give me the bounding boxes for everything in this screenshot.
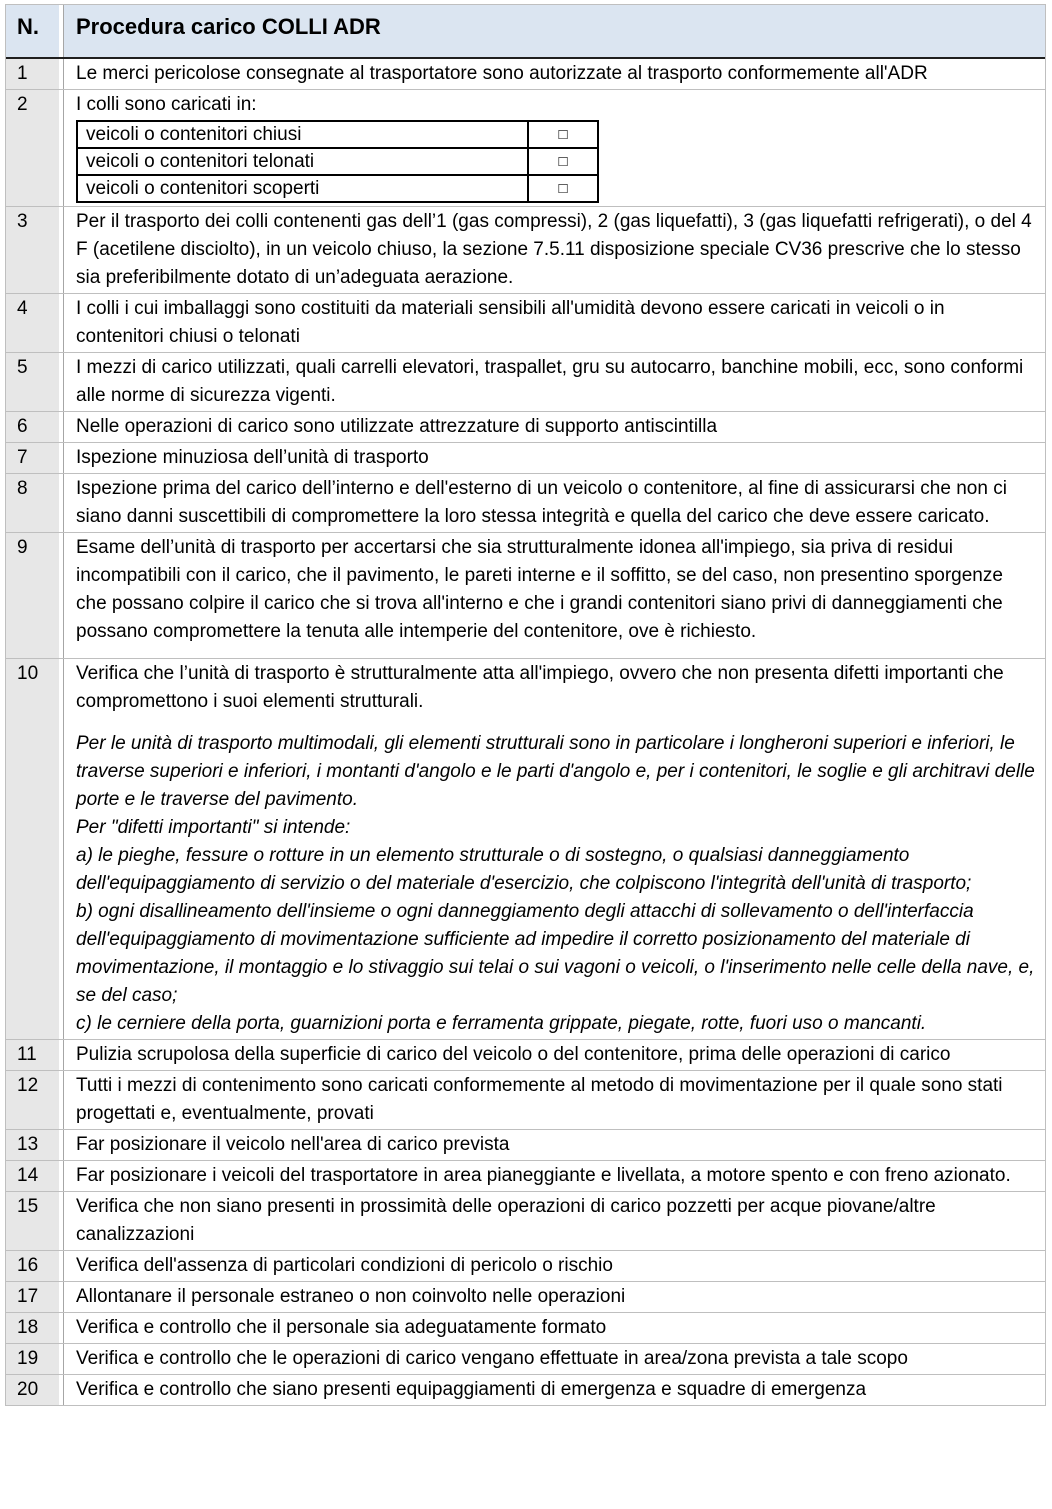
row-number: 15 (6, 1192, 63, 1250)
row-content-cell (63, 443, 1045, 473)
row-text: Pulizia scrupolosa della superficie di carico del veicolo o del contenitore, prima delle operazioni di carico (76, 1044, 951, 1065)
row-content-cell (63, 207, 1045, 293)
row-text: Esame dell’unità di trasporto per accertarsi che sia strutturalmente idonea all'impiego, sia priva di residui incompatibili con il carico, che il pavimento, le pareti interne e il soffitto, se del caso, non presentino sporgenze che possano colpire il carico che si trova all'interno e che i grandi contenitori siano privi di danneggiamenti che possano compromettere la tenuta alle intemperie del contenitore, ove è richiesto. (76, 537, 1003, 642)
row-content-cell (63, 659, 1045, 1039)
checkbox-icon[interactable]: □ (527, 149, 597, 174)
note-paragraph: b) ogni disallineamento dell'insieme o ogni danneggiamento degli attacchi di sollevamento o dell'interfaccia dell'equipaggiamento di movimentazione sufficiente ad impedire il corretto posizionamento del materiale di movimentazione, il montaggio e lo stivaggio sui telai o sui vagoni o veicoli, o l'inserimento nelle celle della nave, e, se del caso; (76, 901, 1035, 1006)
row-text: Allontanare il personale estraneo o non coinvolto nelle operazioni (76, 1286, 626, 1307)
row-content-cell (63, 1161, 1045, 1191)
note-paragraph: Per "difetti importanti" si intende: (76, 817, 351, 838)
row-text: Le merci pericolose consegnate al trasportatore sono autorizzate al trasporto conformemente all'ADR (76, 63, 928, 84)
row-text: Verifica dell'assenza di particolari condizioni di pericolo o rischio (76, 1255, 613, 1276)
row-note-italic (76, 730, 1036, 1038)
row-content-cell (63, 1130, 1045, 1160)
table-row (6, 294, 1045, 353)
row-number: 7 (6, 443, 63, 473)
row-number: 10 (6, 659, 63, 1039)
option-label: veicoli o contenitori chiusi (86, 123, 302, 145)
row-text: Far posizionare il veicolo nell'area di carico prevista (76, 1134, 510, 1155)
row-text: I colli sono caricati in: (76, 94, 257, 115)
column-header-title: Procedura carico COLLI ADR (63, 5, 1045, 57)
checkbox-icon[interactable]: □ (527, 122, 597, 147)
option-row (78, 176, 597, 201)
row-text: Verifica che non siano presenti in prossimità delle operazioni di carico pozzetti per acque piovane/altre canalizzazioni (76, 1196, 936, 1245)
row-number: 9 (6, 533, 63, 658)
row-content-cell (63, 412, 1045, 442)
row-text: Per il trasporto dei colli contenenti gas dell’1 (gas compressi), 2 (gas liquefatti), 3 (gas liquefatti refrigerati), o del 4 F (acetilene disciolto), in un veicolo chiuso, la sezione 7.5.11 disposizione speciale CV36 prescrive che lo stesso sia preferibilmente dotato di un’adeguata aerazione. (76, 211, 1032, 288)
procedure-table (5, 4, 1046, 1406)
table-row (6, 59, 1045, 90)
row-content-cell (63, 90, 1045, 206)
row-content-cell (63, 1375, 1045, 1405)
table-row (6, 353, 1045, 412)
column-header-number: N. (6, 5, 63, 57)
checkbox-icon[interactable]: □ (527, 176, 597, 201)
option-row (78, 149, 597, 176)
options-table (76, 120, 599, 203)
table-row (6, 1161, 1045, 1192)
row-content-cell (63, 1313, 1045, 1343)
row-text: Verifica e controllo che le operazioni di carico vengano effettuate in area/zona prevista a tale scopo (76, 1348, 908, 1369)
row-text: Verifica e controllo che il personale sia adeguatamente formato (76, 1317, 607, 1338)
option-label: veicoli o contenitori scoperti (86, 177, 320, 199)
note-paragraph: a) le pieghe, fessure o rotture in un elemento strutturale o di sostegno, o qualsiasi danneggiamento dell'equipaggiamento di servizio o del materiale d'esercizio, che colpiscono l'integrità dell'unità di trasporto; (76, 845, 972, 894)
row-number: 3 (6, 207, 63, 293)
table-header-row (6, 5, 1045, 59)
table-row (6, 412, 1045, 443)
procedure-table-body (6, 59, 1045, 1406)
note-paragraph: c) le cerniere della porta, guarnizioni porta e ferramenta grippate, piegate, rotte, fuori uso o mancanti. (76, 1013, 927, 1034)
option-label: veicoli o contenitori telonati (86, 150, 315, 172)
row-number: 14 (6, 1161, 63, 1191)
table-row (6, 1071, 1045, 1130)
table-row (6, 1375, 1045, 1406)
option-row (78, 122, 597, 149)
row-number: 2 (6, 90, 63, 206)
row-number: 18 (6, 1313, 63, 1343)
table-row (6, 1251, 1045, 1282)
row-content-cell (63, 353, 1045, 411)
table-row (6, 1040, 1045, 1071)
row-number: 11 (6, 1040, 63, 1070)
row-text: Ispezione minuziosa dell’unità di trasporto (76, 447, 429, 468)
note-paragraph: Per le unità di trasporto multimodali, gli elementi strutturali sono in particolare i longheroni superiori e inferiori, le traverse superiori e inferiori, i montanti d'angolo e le parti d'angolo e, per i contenitori, le soglie e gli architravi delle porte e le traverse del pavimento. (76, 733, 1035, 810)
row-content-cell (63, 1251, 1045, 1281)
row-number: 5 (6, 353, 63, 411)
row-number: 8 (6, 474, 63, 532)
row-content-cell (63, 294, 1045, 352)
table-row (6, 1130, 1045, 1161)
table-row (6, 443, 1045, 474)
table-row (6, 659, 1045, 1040)
table-row (6, 1282, 1045, 1313)
table-row (6, 533, 1045, 659)
row-content-cell (63, 1192, 1045, 1250)
row-content-cell (63, 533, 1045, 658)
row-text: Verifica e controllo che siano presenti equipaggiamenti di emergenza e squadre di emergenza (76, 1379, 867, 1400)
row-content-cell (63, 1040, 1045, 1070)
row-number: 20 (6, 1375, 63, 1405)
table-row (6, 1344, 1045, 1375)
row-content-cell (63, 59, 1045, 89)
row-content-cell (63, 1071, 1045, 1129)
table-row (6, 207, 1045, 294)
row-number: 17 (6, 1282, 63, 1312)
row-content-cell (63, 474, 1045, 532)
row-text: Tutti i mezzi di contenimento sono caricati conformemente al metodo di movimentazione per il quale sono stati progettati e, eventualmente, provati (76, 1075, 1003, 1124)
row-number: 1 (6, 59, 63, 89)
table-row (6, 90, 1045, 207)
row-number: 4 (6, 294, 63, 352)
row-number: 6 (6, 412, 63, 442)
row-text: I colli i cui imballaggi sono costituiti da materiali sensibili all'umidità devono essere caricati in veicoli o in contenitori chiusi o telonati (76, 298, 945, 347)
row-text: Nelle operazioni di carico sono utilizzate attrezzature di supporto antiscintilla (76, 416, 718, 437)
row-text: Verifica che l’unità di trasporto è strutturalmente atta all'impiego, ovvero che non presenta difetti importanti che compromettono i suoi elementi strutturali. (76, 663, 1004, 712)
table-row (6, 1313, 1045, 1344)
table-row (6, 1192, 1045, 1251)
row-number: 13 (6, 1130, 63, 1160)
row-content-cell (63, 1344, 1045, 1374)
row-text: I mezzi di carico utilizzati, quali carrelli elevatori, traspallet, gru su autocarro, banchine mobili, ecc, sono conformi alle norme di sicurezza vigenti. (76, 357, 1024, 406)
row-number: 12 (6, 1071, 63, 1129)
table-row (6, 474, 1045, 533)
row-text: Ispezione prima del carico dell’interno e dell'esterno di un veicolo o contenitore, al fine di assicurarsi che non ci siano danni suscettibili di compromettere la loro stessa integrità e quella del carico che deve essere caricato. (76, 478, 1007, 527)
row-number: 19 (6, 1344, 63, 1374)
row-text: Far posizionare i veicoli del trasportatore in area pianeggiante e livellata, a motore spento e con freno azionato. (76, 1165, 1011, 1186)
row-content-cell (63, 1282, 1045, 1312)
row-number: 16 (6, 1251, 63, 1281)
